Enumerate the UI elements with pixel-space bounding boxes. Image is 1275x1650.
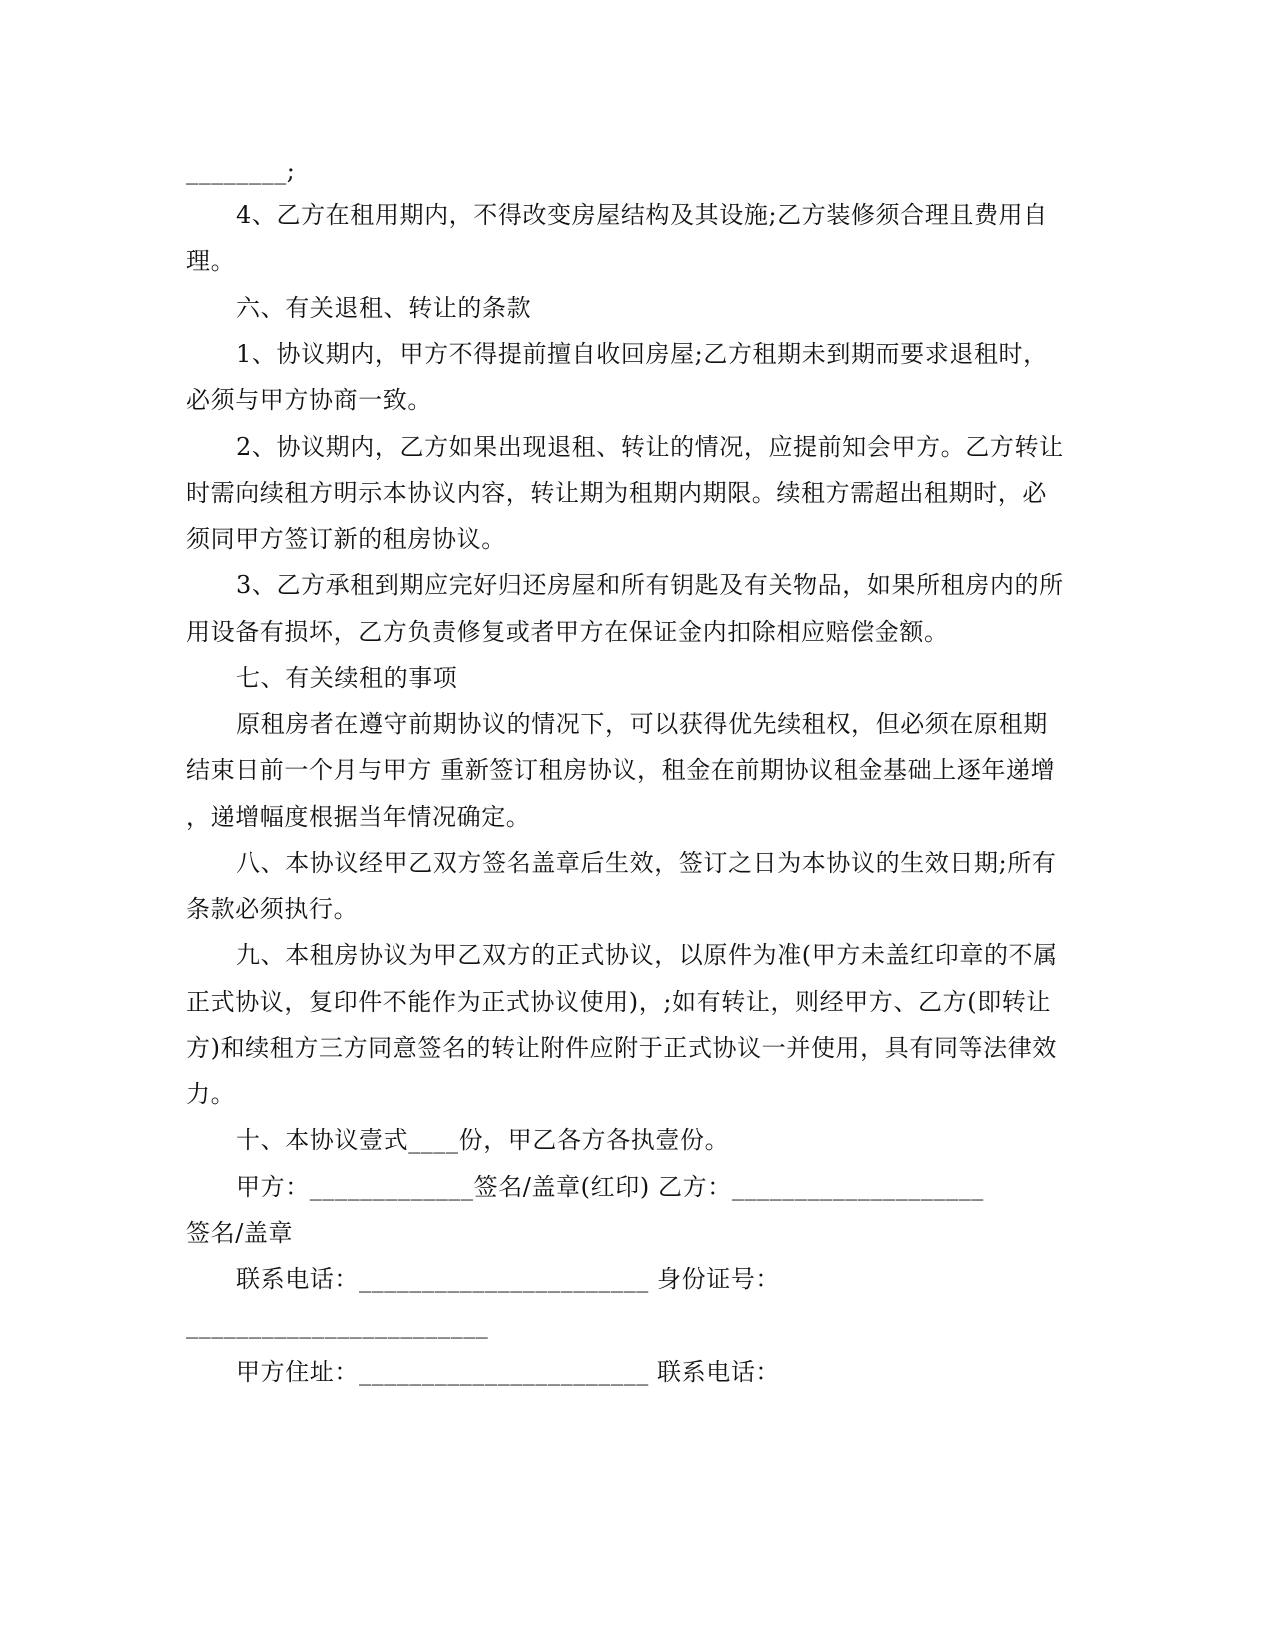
text-line: 八、本协议经甲乙双方签名盖章后生效，签订之日为本协议的生效日期;所有	[236, 849, 1057, 877]
text-line: 条款必须执行。	[186, 895, 359, 923]
text-line: 3、乙方承租到期应完好归还房屋和所有钥匙及有关物品，如果所租房内的所	[236, 571, 1064, 599]
contact-line: 联系电话：_______________________ 身份证号：	[236, 1265, 781, 1293]
text-line: 九、本租房协议为甲乙双方的正式协议，以原件为准(甲方未盖红印章的不属	[236, 941, 1058, 969]
text-line: 1、协议期内，甲方不得提前擅自收回房屋;乙方租期未到期而要求退租时，	[236, 340, 1048, 368]
text-line: 2、协议期内，乙方如果出现退租、转让的情况，应提前知会甲方。乙方转让	[236, 433, 1064, 461]
signature-line: 甲方：_____________签名/盖章(红印) 乙方：____________________	[236, 1173, 984, 1201]
text-line: 须同甲方签订新的租房协议。	[186, 525, 506, 553]
text-line: 正式协议，复印件不能作为正式协议使用)，;如有转让，则经甲方、乙方(即转让	[186, 988, 1052, 1016]
signature-label: 签名/盖章	[186, 1219, 294, 1247]
text-line: 用设备有损坏，乙方负责修复或者甲方在保证金内扣除相应赔偿金额。	[186, 618, 949, 646]
text-line: 方)和续租方三方同意签名的转让附件应附于正式协议一并使用，具有同等法律效	[186, 1034, 1057, 1062]
section-heading: 七、有关续租的事项	[236, 664, 458, 692]
text-line: 结束日前一个月与甲方 重新签订租房协议，租金在前期协议租金基础上逐年递增	[186, 756, 1056, 784]
blank-line: ________________________	[186, 1311, 489, 1339]
text-line: 必须与甲方协商一致。	[186, 386, 432, 414]
address-line: 甲方住址：_______________________ 联系电话：	[236, 1358, 781, 1386]
text-line: ，递增幅度根据当年情况确定。	[186, 803, 531, 831]
text-line: 十、本协议壹式____份，甲乙各方各执壹份。	[236, 1126, 730, 1154]
text-line: 原租房者在遵守前期协议的情况下，可以获得优先续租权，但必须在原租期	[236, 710, 1048, 738]
text-line: 4、乙方在租用期内，不得改变房屋结构及其设施;乙方装修须合理且费用自	[236, 201, 1048, 229]
text-line: 理。	[186, 247, 236, 275]
section-heading: 六、有关退租、转让的条款	[236, 294, 532, 322]
text-line: ________;	[186, 157, 296, 185]
text-line: 时需向续租方明示本协议内容，转让期为租期内期限。续租方需超出租期时，必	[186, 479, 1047, 507]
text-line: 力。	[186, 1080, 236, 1108]
